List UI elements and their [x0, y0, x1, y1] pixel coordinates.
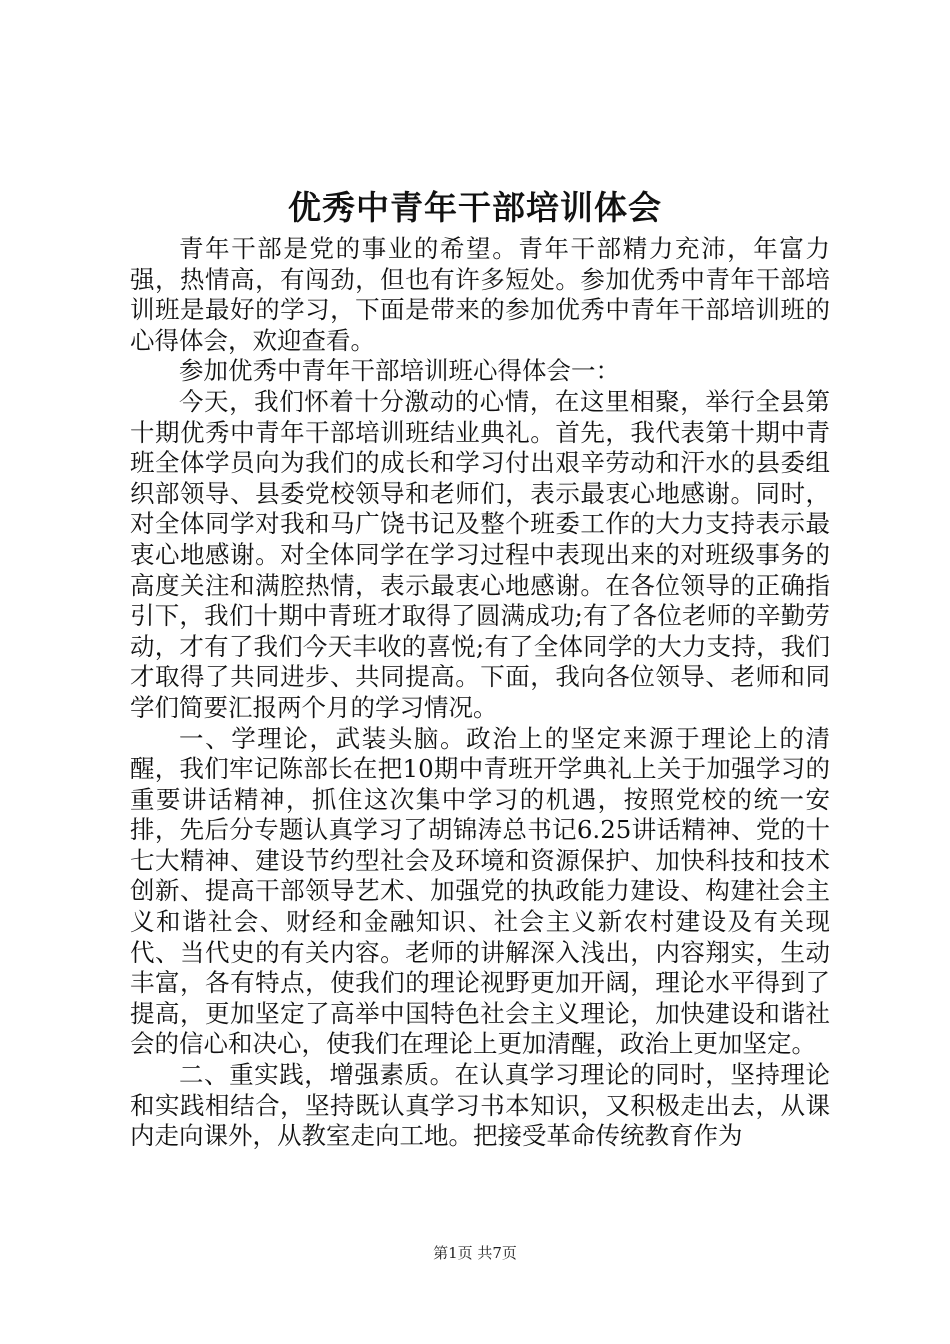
- paragraph-point-one: 一、学理论，武装头脑。政治上的坚定来源于理论上的清醒，我们牢记陈部长在把10期中青班开学典礼上关于加强学习的重要讲话精神，抓住这次集中学习的机遇，按照党校的统一安排，先后分专题认真学习了胡锦涛总书记6.25讲话精神、党的十七大精神、建设节约型社会及环境和资源保护、加快科技和技术创新、提高干部领导艺术、加强党的执政能力建设、构建社会主义和谐社会、财经和金融知识、社会主义新农村建设及有关现代、当代史的有关内容。老师的讲解深入浅出，内容翔实，生动丰富，各有特点，使我们的理论视野更加开阔，理论水平得到了提高，更加坚定了高举中国特色社会主义理论，加快建设和谐社会的信心和决心，使我们在理论上更加清醒，政治上更加坚定。: [130, 723, 830, 1059]
- paragraph-intro: 青年干部是党的事业的希望。青年干部精力充沛，年富力强，热情高，有闯劲，但也有许多短处。参加优秀中青年干部培训班是最好的学习，下面是带来的参加优秀中青年干部培训班的心得体会，欢迎查看。: [130, 234, 830, 355]
- paragraph-section-heading: 参加优秀中青年干部培训班心得体会一：: [179, 356, 620, 386]
- document-title: 优秀中青年干部培训体会: [288, 188, 662, 227]
- page-number-footer: 第1页 共7页: [433, 1244, 517, 1262]
- paragraph-point-two: 二、重实践，增强素质。在认真学习理论的同时，坚持理论和实践相结合，坚持既认真学习书本知识，又积极走出去，从课内走向课外，从教室走向工地。把接受革命传统教育作为: [130, 1060, 830, 1151]
- document-body: [130, 234, 830, 1152]
- paragraph-opening-speech: 今天，我们怀着十分激动的心情，在这里相聚，举行全县第十期优秀中青年干部培训班结业典礼。首先，我代表第十期中青班全体学员向为我们的成长和学习付出艰辛劳动和汗水的县委组织部领导、县委党校领导和老师们，表示最衷心地感谢。同时，对全体同学对我和马广饶书记及整个班委工作的大力支持表示最衷心地感谢。对全体同学在学习过程中表现出来的对班级事务的高度关注和满腔热情，表示最衷心地感谢。在各位领导的正确指引下，我们十期中青班才取得了圆满成功;有了各位老师的辛勤劳动，才有了我们今天丰收的喜悦;有了全体同学的大力支持，我们才取得了共同进步、共同提高。下面，我向各位领导、老师和同学们简要汇报两个月的学习情况。: [130, 386, 830, 722]
